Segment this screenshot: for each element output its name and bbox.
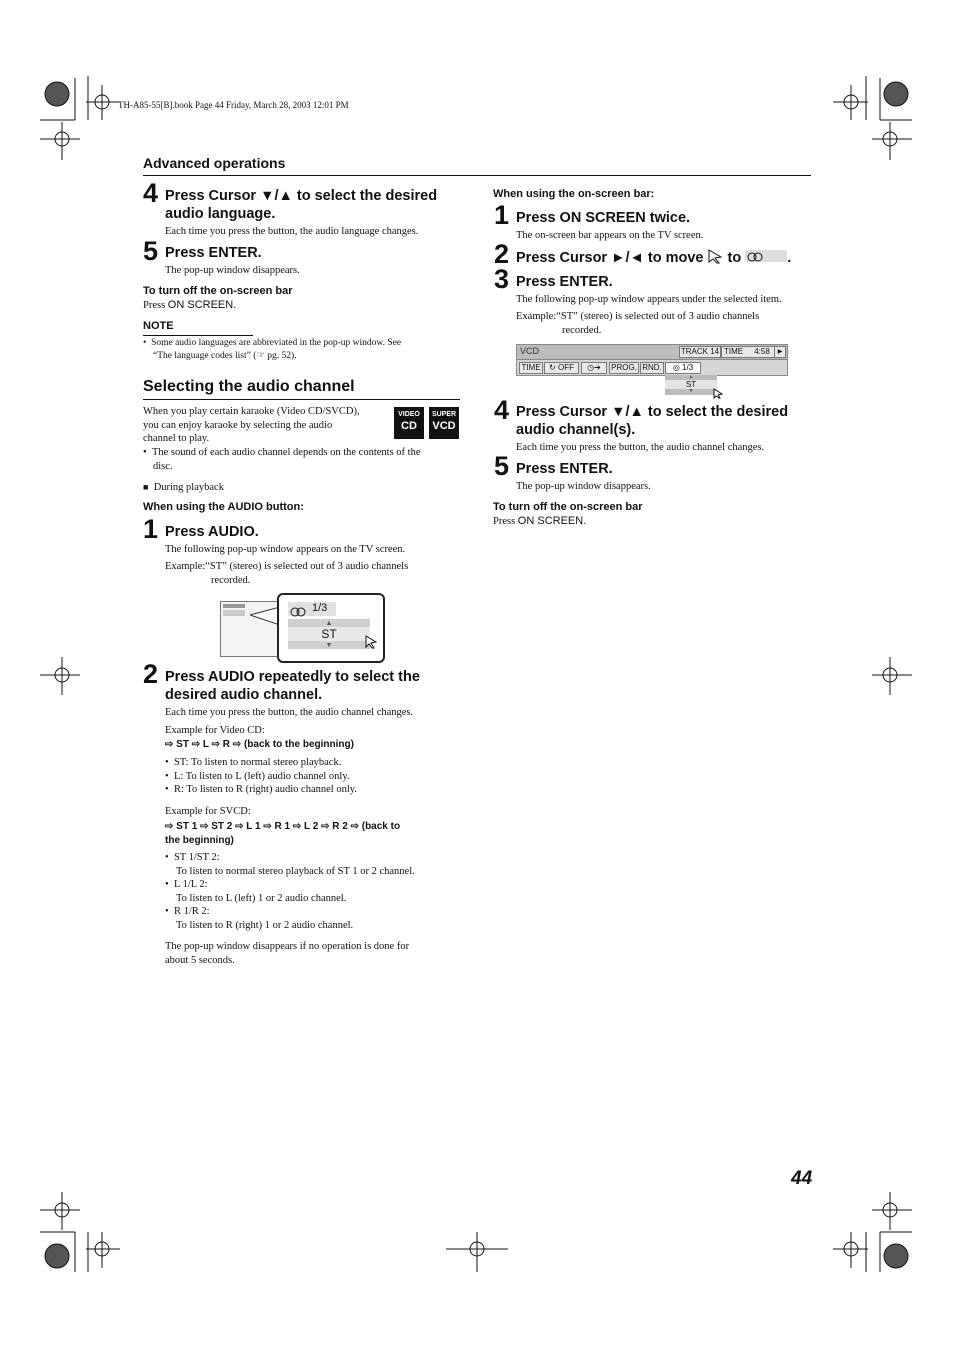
cursor-pointer-icon xyxy=(365,635,377,654)
note-rule xyxy=(143,335,253,336)
onscreen-heading: When using the on-screen bar: xyxy=(493,188,655,200)
callout-pointer xyxy=(250,605,280,627)
turn-off-heading: To turn off the on-screen bar xyxy=(143,285,293,297)
up-arrow-icon: ▲ xyxy=(688,375,694,380)
step-number: 4 xyxy=(494,395,510,425)
step-number: 2 xyxy=(494,239,510,269)
step-desc: Each time you press the button, the audio channel changes. xyxy=(165,707,414,718)
down-arrow-icon: ▼ xyxy=(688,389,694,394)
note-text: • Some audio languages are abbreviated in the pop-up window. See “The language codes list” (☞ pg. 52). xyxy=(143,338,402,361)
step-number: 5 xyxy=(143,236,159,266)
channel-value: ST xyxy=(665,380,717,389)
vcd-bullets: • ST: To listen to normal stereo playback. • L: To listen to L (left) audio channel only. • R: To listen to R (right) audio channel only. xyxy=(165,757,357,795)
time-display: TIME 4:58 xyxy=(721,346,775,358)
audio-fraction-box xyxy=(288,602,336,616)
step-title: Press AUDIO. xyxy=(165,524,259,540)
random-button: RND. xyxy=(640,362,664,374)
step-desc: The following pop-up window appears on the TV screen. xyxy=(165,544,406,555)
step-number: 3 xyxy=(494,264,510,294)
audio-channel-icon xyxy=(745,250,787,262)
vcd-example-label: Example for Video CD: xyxy=(165,725,265,736)
onscreen-status-bar xyxy=(516,344,788,360)
video-cd-badge: VIDEO CD xyxy=(394,407,424,439)
audio-popup-window xyxy=(277,593,385,663)
down-arrow-icon: ▼ xyxy=(325,641,333,649)
step-desc: The following pop-up window appears under the selected item. xyxy=(516,294,782,305)
step-title: Press AUDIO repeatedly to select the desired audio channel. xyxy=(165,669,420,703)
bullet-text: • The sound of each audio channel depends on the contents of the disc. xyxy=(143,447,421,472)
audio-button-heading: When using the AUDIO button: xyxy=(143,501,304,513)
header-rule xyxy=(143,175,811,176)
example-text: Example:“ST” (stereo) is selected out of 3 audio channels recorded. xyxy=(516,311,760,336)
intro-text: When you play certain karaoke (Video CD/SVCD), you can enjoy karaoke by selecting the audio channel to play. xyxy=(143,406,360,444)
note-heading: NOTE xyxy=(143,320,174,332)
step-number: 1 xyxy=(143,514,159,544)
step-desc: The on-screen bar appears on the TV screen. xyxy=(516,230,704,241)
subsection-rule xyxy=(143,399,460,400)
turn-off-desc: Press ON SCREEN. xyxy=(143,299,237,311)
track-display: TRACK 14 xyxy=(680,347,720,356)
file-info: TH-A85-55[B].book Page 44 Friday, March 28, 2003 12:01 PM xyxy=(118,100,349,110)
step-number: 5 xyxy=(494,451,510,481)
audio-fraction-box: ◎ 1/3 xyxy=(665,362,701,374)
step-desc: The pop-up window disappears. xyxy=(165,265,300,276)
onscreen-function-bar xyxy=(516,359,788,376)
step-number: 2 xyxy=(143,659,159,689)
subsection-title: Selecting the audio channel xyxy=(143,378,355,395)
program-button: PROG. xyxy=(609,362,639,374)
osd-channel-selector xyxy=(665,375,717,395)
step-title: Press ENTER. xyxy=(516,274,613,290)
svcd-items: • ST 1/ST 2: To listen to normal stereo playback of ST 1 or 2 channel. • L 1/L 2: To listen to L (left) 1 or 2 audio channel. • R 1/R 2: To listen to R (right) 1 or 2 audio channel. xyxy=(165,852,415,931)
svcd-sequence: ⇨ ST 1 ⇨ ST 2 ⇨ L 1 ⇨ R 1 ⇨ L 2 ⇨ R 2 ⇨ (back to the beginning) xyxy=(165,821,401,846)
repeat-off-button: ↻ OFF xyxy=(544,362,579,374)
turn-off-heading: To turn off the on-screen bar xyxy=(493,501,643,513)
during-playback: ■ During playback xyxy=(143,482,224,493)
step-desc: Each time you press the button, the audio channel changes. xyxy=(516,442,765,453)
step-title: Press ON SCREEN twice. xyxy=(516,210,691,226)
step-title: Press Cursor ▼/▲ to select the desired audio channel(s). xyxy=(516,404,789,438)
step-title: Press ENTER. xyxy=(165,245,262,261)
step-title: Press ENTER. xyxy=(516,461,613,477)
channel-selector xyxy=(288,619,370,649)
svcd-example-label: Example for SVCD: xyxy=(165,806,251,817)
step-desc: Each time you press the button, the audio language changes. xyxy=(165,226,419,237)
page-number: 44 xyxy=(791,1168,813,1189)
time-search-icon: ◷➔ xyxy=(581,362,607,374)
section-title: Advanced operations xyxy=(143,155,286,171)
cursor-pointer-icon xyxy=(707,248,723,269)
vcd-sequence: ⇨ ST ⇨ L ⇨ R ⇨ (back to the beginning) xyxy=(165,739,354,750)
audio-fraction: 1/3 xyxy=(312,602,328,614)
disc-type: VCD xyxy=(520,346,540,356)
super-vcd-badge: SUPER VCD xyxy=(429,407,459,439)
step-desc: The pop-up window disappears. xyxy=(516,481,651,492)
play-icon: ▶ xyxy=(774,346,786,358)
step-number: 4 xyxy=(143,178,159,208)
time-button: TIME xyxy=(519,362,543,374)
channel-value: ST xyxy=(288,627,370,641)
step-number: 1 xyxy=(494,200,510,230)
popup-timeout-note: The pop-up window disappears if no operation is done for about 5 seconds. xyxy=(165,941,410,966)
step-title: Press Cursor ►/◄ to move to . xyxy=(516,248,791,269)
turn-off-desc: Press ON SCREEN. xyxy=(493,515,587,527)
example-text: Example:“ST” (stereo) is selected out of 3 audio channels recorded. xyxy=(165,561,409,586)
step-title: Press Cursor ▼/▲ to select the desired audio language. xyxy=(165,188,438,222)
cursor-pointer-icon xyxy=(713,386,723,404)
up-arrow-icon: ▲ xyxy=(325,619,333,627)
